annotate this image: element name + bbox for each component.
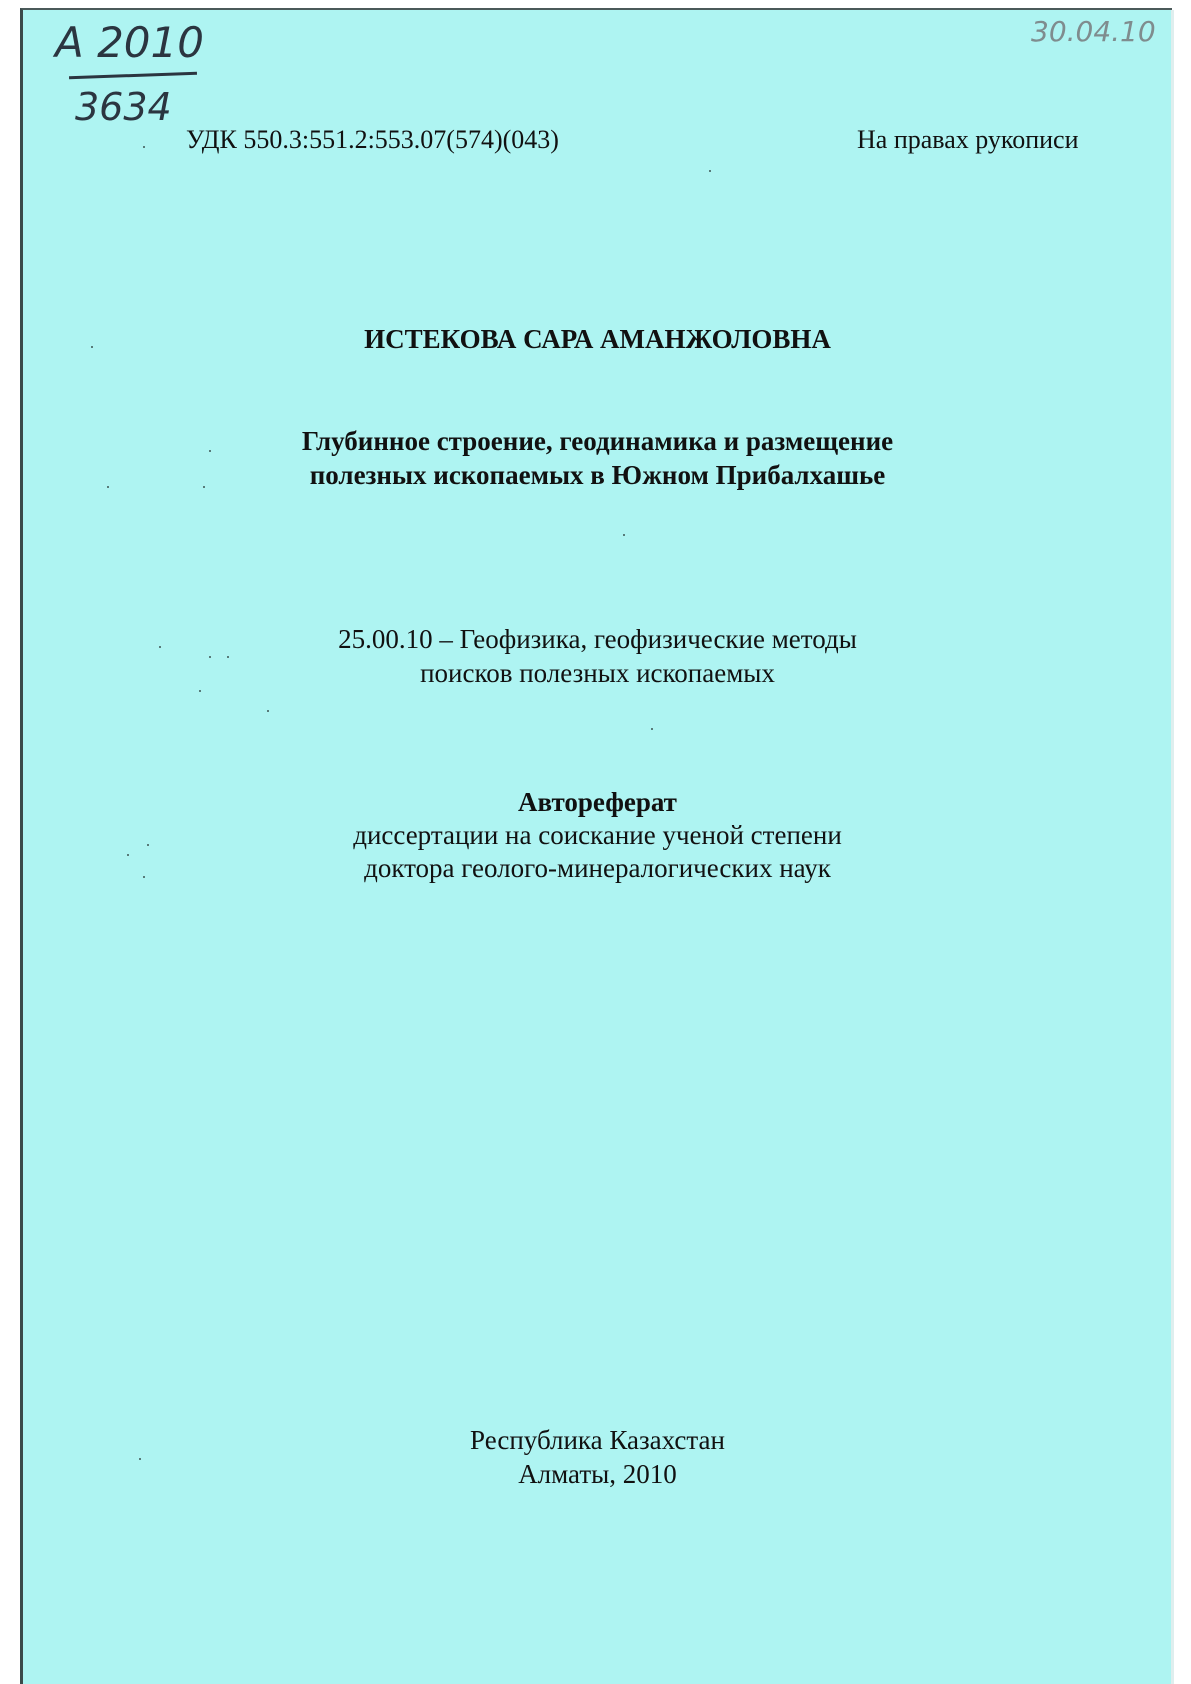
handwritten-fraction-line: [69, 72, 197, 79]
scan-speck: [209, 450, 211, 452]
udc-code: УДК 550.3:551.2:553.07(574)(043): [186, 125, 559, 154]
scan-speck: [199, 690, 201, 692]
handwritten-archive-code: А 2010: [55, 18, 204, 67]
document-type-heading: Автореферат: [518, 787, 677, 817]
specialty-line-2: поисков полезных ископаемых: [420, 658, 775, 688]
scan-speck: [139, 1458, 141, 1460]
handwritten-archive-number: 3634: [75, 85, 172, 129]
cover-sheet: [20, 8, 1172, 1684]
scan-speck: [203, 486, 205, 488]
footer-country: Республика Казахстан: [470, 1425, 725, 1455]
author-name: ИСТЕКОВА САРА АМАНЖОЛОВНА: [364, 324, 831, 354]
scan-speck: [143, 146, 145, 148]
title-line-2: полезных ископаемых в Южном Прибалхашье: [309, 460, 886, 490]
scan-speck: [91, 346, 93, 348]
rights-note: На правах рукописи: [857, 125, 1079, 154]
scan-speck: [709, 170, 711, 172]
specialty-line-1: 25.00.10 – Геофизика, геофизические методы: [338, 624, 857, 654]
scan-speck: [159, 646, 161, 648]
scan-speck: [651, 728, 653, 730]
document-type-line-1: диссертации на соискание ученой степени: [353, 820, 842, 850]
footer-city-year: Алматы, 2010: [518, 1459, 677, 1489]
scan-speck: [623, 534, 625, 536]
scan-speck: [147, 844, 149, 846]
title-line-1: Глубинное строение, геодинамика и размещение: [301, 426, 894, 456]
scan-speck: [127, 854, 129, 856]
document-type-line-2: доктора геолого-минералогических наук: [364, 853, 831, 883]
scan-speck: [267, 710, 269, 712]
scan-speck: [209, 656, 211, 658]
scan-speck: [143, 876, 145, 878]
handwritten-received-date: 30.04.10: [1031, 15, 1156, 48]
scan-speck: [227, 656, 229, 658]
scan-speck: [107, 486, 109, 488]
